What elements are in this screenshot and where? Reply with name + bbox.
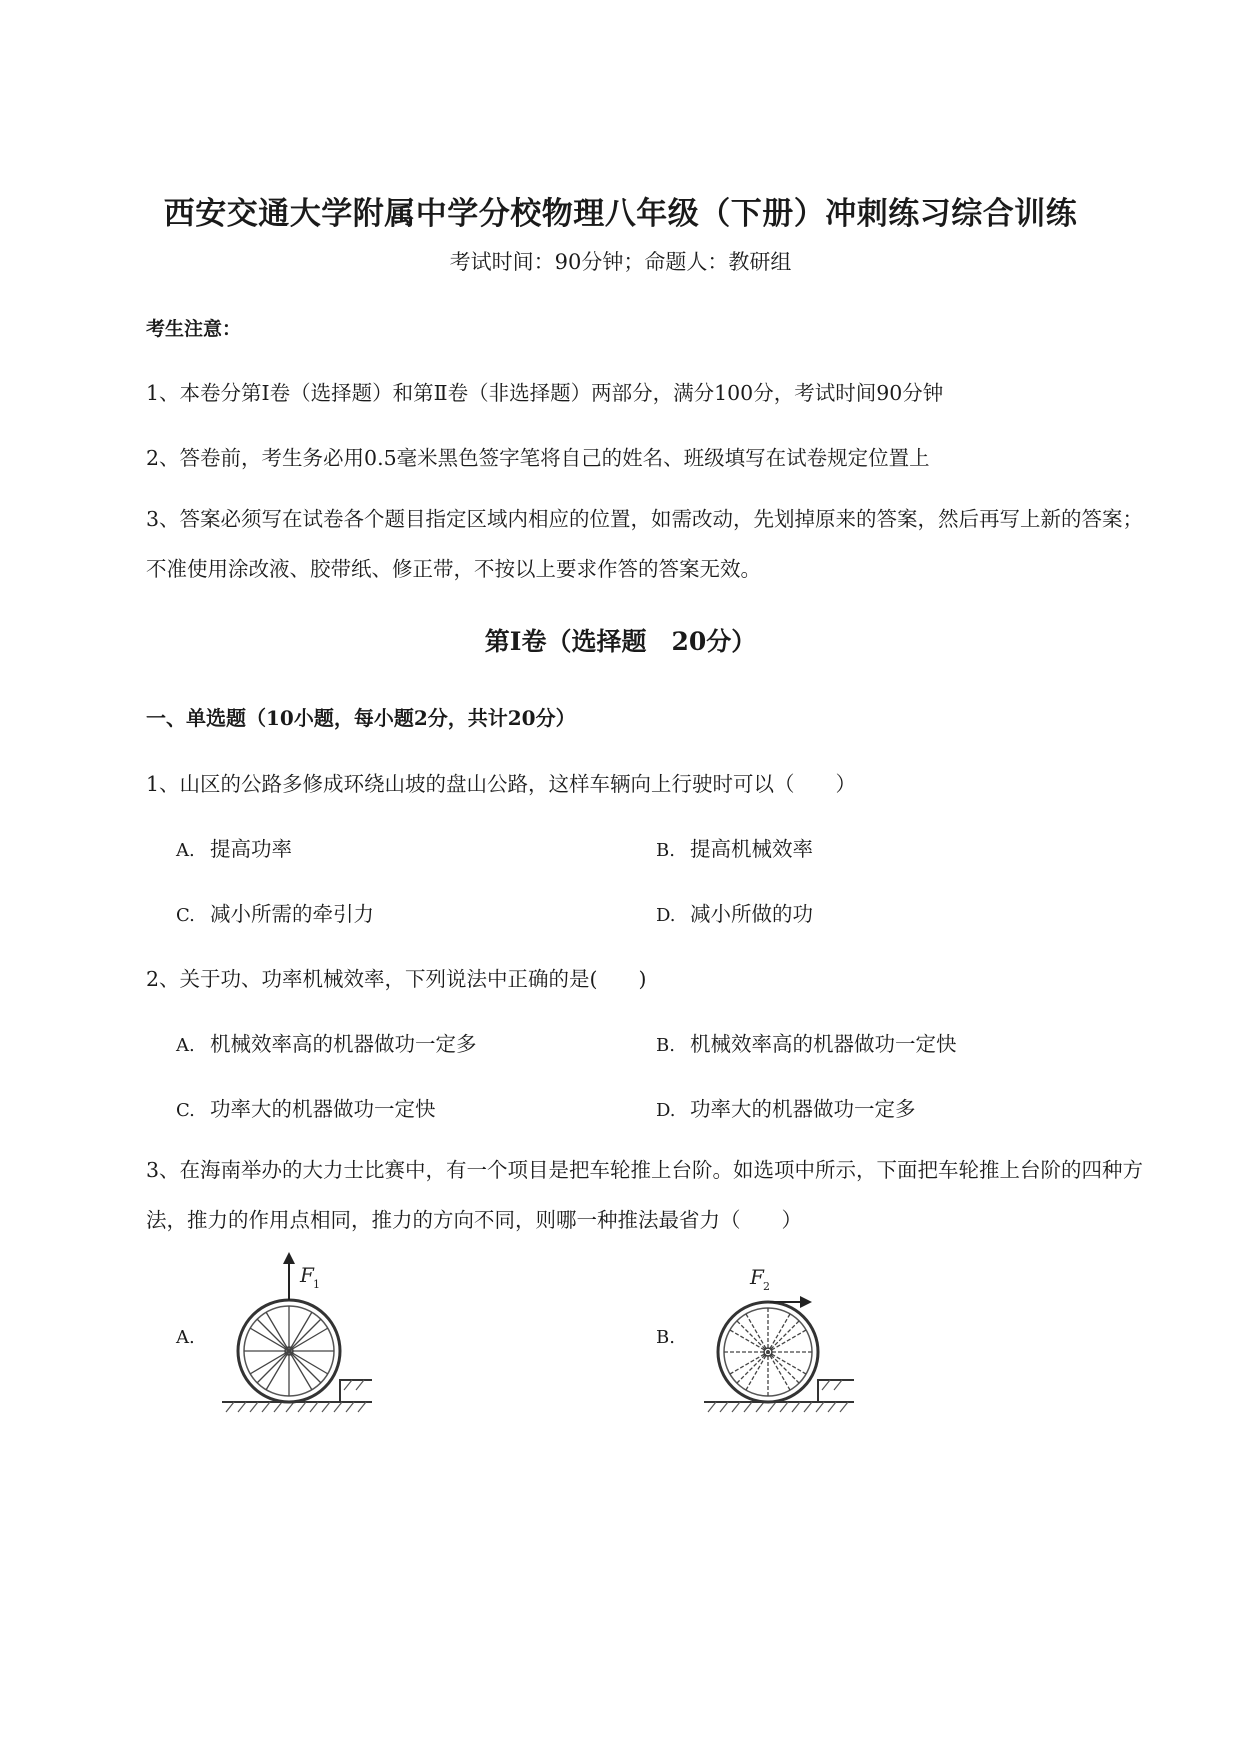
force-subscript-b: 2 xyxy=(763,1280,770,1293)
option-letter: C. xyxy=(176,1100,195,1121)
wheel-figure-b xyxy=(698,1256,858,1414)
part-title: 一、单选题（10小题，每小题2分，共计20分） xyxy=(146,706,576,730)
question-3-stem: 3、在海南举办的大力士比赛中，有一个项目是把车轮推上台阶。如选项中所示，下面把车轮推上台阶的四种方法，推力的作用点相同，推力的方向不同，则哪一种推法最省力（ ） xyxy=(146,1158,1144,1232)
notice-item-2: 2、答卷前，考生务必用0.5毫米黑色签字笔将自己的姓名、班级填写在试卷规定位置上 xyxy=(146,446,930,470)
option-text: 减小所做的功 xyxy=(690,902,813,926)
option-letter: B. xyxy=(656,840,675,861)
option-text: 机械效率高的机器做功一定多 xyxy=(210,1032,477,1056)
force-label-b: F xyxy=(750,1265,764,1289)
option-text: 减小所需的牵引力 xyxy=(210,902,374,926)
option-letter: A. xyxy=(176,1035,195,1056)
question-1-option-d[interactable] xyxy=(656,897,813,927)
question-1-option-a[interactable] xyxy=(176,832,292,862)
question-2-option-c[interactable] xyxy=(176,1092,436,1122)
question-1-option-b[interactable] xyxy=(656,832,813,862)
force-subscript-a: 1 xyxy=(313,1278,320,1291)
option-letter: C. xyxy=(176,905,195,926)
question-3-option-a-label[interactable]: A. xyxy=(176,1327,195,1348)
wheel-figure-a xyxy=(212,1252,378,1414)
option-text: 功率大的机器做功一定多 xyxy=(690,1097,916,1121)
question-3-option-b-label[interactable]: B. xyxy=(656,1327,675,1348)
section-title: 第Ⅰ卷（选择题 20分） xyxy=(484,627,757,656)
option-letter: D. xyxy=(656,905,676,926)
question-2-option-b[interactable] xyxy=(656,1027,957,1057)
question-1-stem: 1、山区的公路多修成环绕山坡的盘山公路，这样车辆向上行驶时可以（ ） xyxy=(146,772,857,796)
question-2-option-d[interactable] xyxy=(656,1092,916,1122)
question-1-option-c[interactable] xyxy=(176,897,374,927)
option-letter: B. xyxy=(656,1035,675,1056)
notice-item-3: 3、答案必须写在试卷各个题目指定区域内相应的位置，如需改动，先划掉原来的答案，然后再写上新的答案；不准使用涂改液、胶带纸、修正带，不按以上要求作答的答案无效。 xyxy=(146,507,1144,581)
exam-subtitle: 考试时间：90分钟；命题人：教研组 xyxy=(449,250,792,274)
option-text: 提高机械效率 xyxy=(690,837,813,861)
exam-title: 西安交通大学附属中学分校物理八年级（下册）冲刺练习综合训练 xyxy=(163,196,1078,232)
question-2-stem: 2、关于功、功率机械效率，下列说法中正确的是( ) xyxy=(146,967,647,991)
question-2-option-a[interactable] xyxy=(176,1027,477,1057)
notice-item-1: 1、本卷分第Ⅰ卷（选择题）和第Ⅱ卷（非选择题）两部分，满分100分，考试时间90分钟 xyxy=(146,381,944,405)
force-label-a: F xyxy=(300,1263,314,1287)
option-letter: A. xyxy=(176,840,195,861)
notice-title: 考生注意： xyxy=(146,318,242,340)
option-text: 机械效率高的机器做功一定快 xyxy=(690,1032,957,1056)
option-text: 功率大的机器做功一定快 xyxy=(210,1097,436,1121)
option-letter: D. xyxy=(656,1100,676,1121)
option-text: 提高功率 xyxy=(210,837,292,861)
